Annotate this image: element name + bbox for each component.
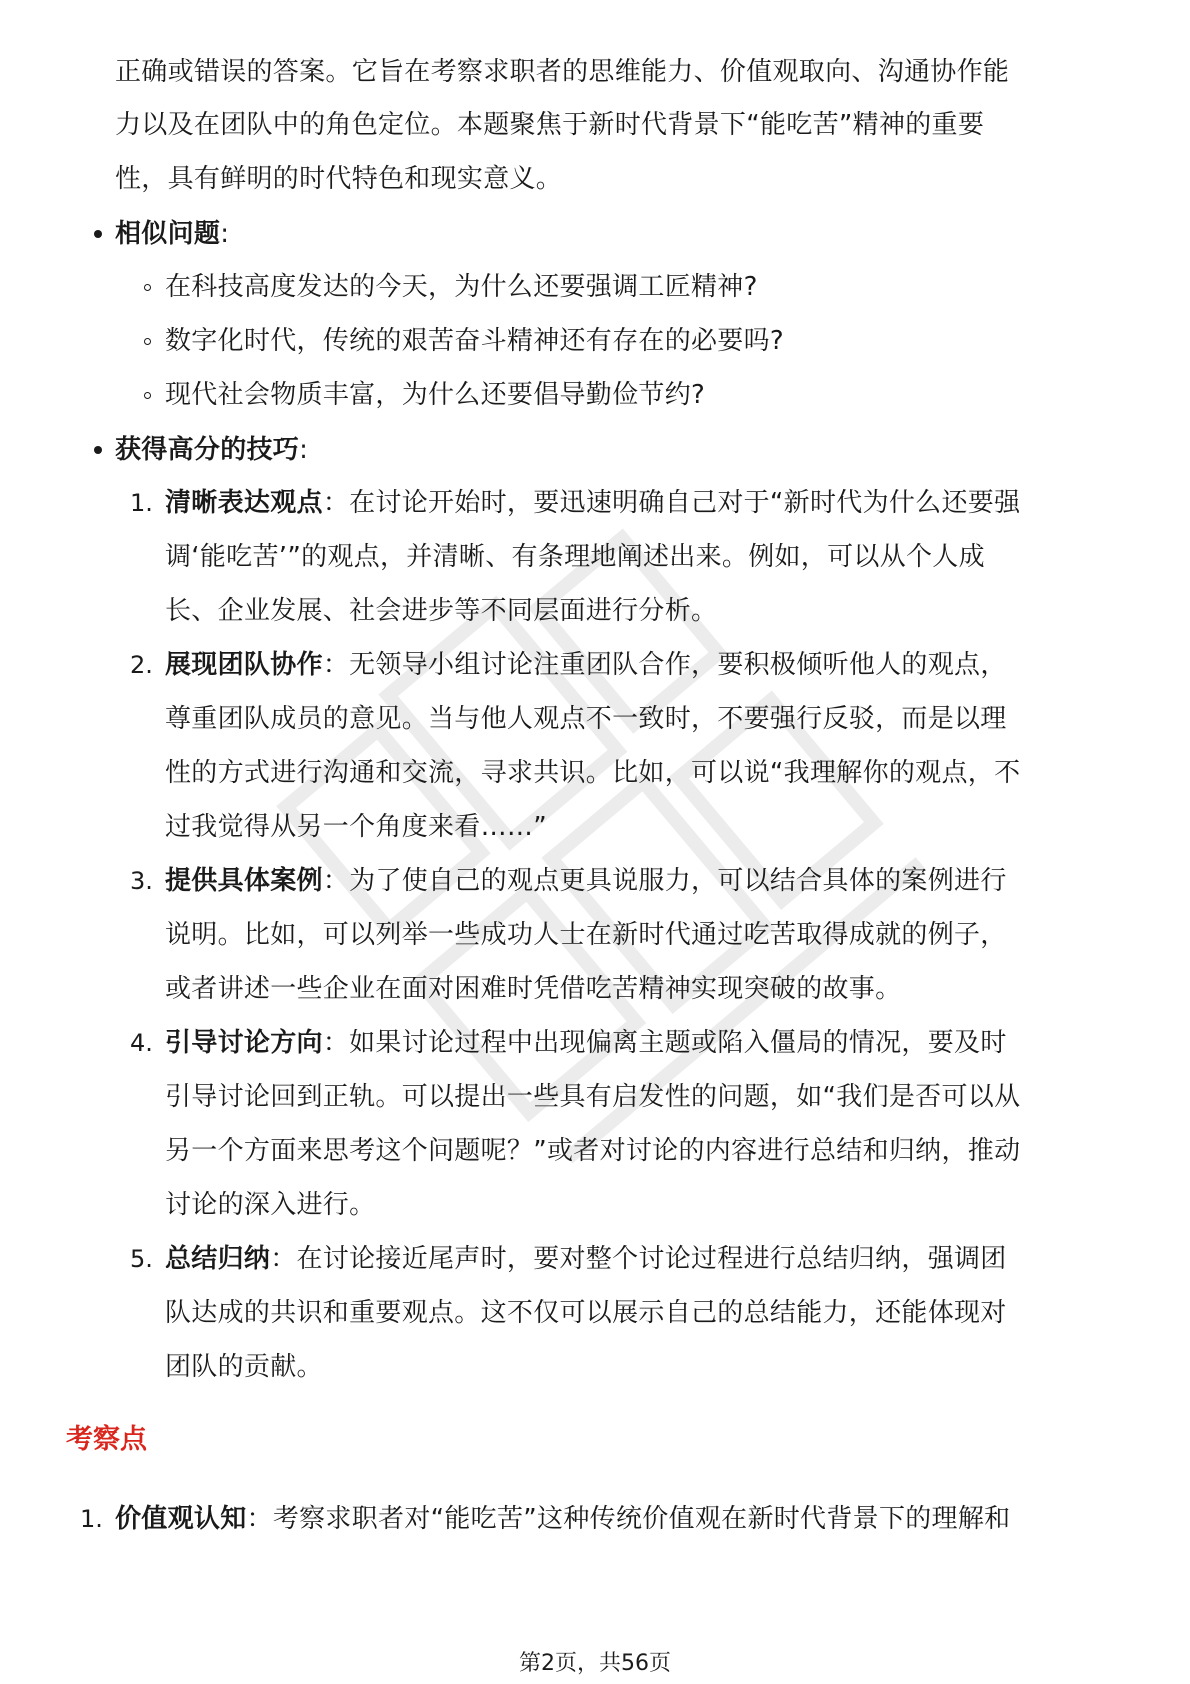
section-item-line bbox=[115, 1499, 1010, 1539]
similar-heading: 相似问题 bbox=[115, 219, 221, 249]
tip-title: 清晰表达观点 bbox=[165, 488, 323, 518]
tip-number: 1. bbox=[130, 489, 153, 517]
tips-heading-colon: : bbox=[299, 435, 309, 465]
tip-line: 性的方式进行沟通和交流，寻求共识。比如，可以说“我理解你的观点，不 bbox=[165, 758, 1021, 788]
tip-text: ：无领导小组讨论注重团队合作，要积极倾听他人的观点， bbox=[322, 650, 1007, 680]
page-footer: 第2页，共56页 bbox=[519, 1651, 671, 1676]
tip-title: 展现团队协作 bbox=[165, 650, 323, 680]
tip-number: 4. bbox=[130, 1029, 153, 1057]
tip-line: 尊重团队成员的意见。当与他人观点不一致时，不要强行反驳，而是以理 bbox=[165, 704, 1007, 734]
tip-line: 长、企业发展、社会进步等不同层面进行分析。 bbox=[165, 596, 718, 626]
similar-item: 数字化时代，传统的艰苦奋斗精神还有存在的必要吗? bbox=[165, 326, 785, 356]
tip-line: 调‘能吃苦’”的观点，并清晰、有条理地阐述出来。例如，可以从个人成 bbox=[165, 542, 985, 572]
bullet-dot bbox=[94, 230, 102, 238]
similar-heading-colon: : bbox=[220, 219, 230, 249]
tip-title: 引导讨论方向 bbox=[165, 1028, 323, 1058]
tip-text: ：在讨论接近尾声时，要对整个讨论过程进行总结归纳，强调团 bbox=[270, 1244, 1007, 1274]
tip-number: 5. bbox=[130, 1245, 153, 1273]
tip-line: 讨论的深入进行。 bbox=[165, 1190, 376, 1220]
intro-line: 力以及在团队中的角色定位。本题聚焦于新时代背景下“能吃苦”精神的重要 bbox=[115, 110, 985, 140]
circle-bullet bbox=[144, 284, 151, 291]
tip-line bbox=[165, 861, 1007, 901]
tip-line bbox=[165, 483, 1020, 523]
tip-line bbox=[165, 1023, 1007, 1063]
section-item-title: 价值观认知 bbox=[115, 1504, 247, 1534]
tip-text: ：在讨论开始时，要迅速明确自己对于“新时代为什么还要强 bbox=[322, 488, 1021, 518]
circle-bullet bbox=[144, 392, 151, 399]
section-title: 考察点 bbox=[66, 1424, 147, 1455]
tip-line: 引导讨论回到正轨。可以提出一些具有启发性的问题，如“我们是否可以从 bbox=[165, 1082, 1021, 1112]
tip-line: 另一个方面来思考这个问题呢？”或者对讨论的内容进行总结和归纳，推动 bbox=[165, 1136, 1021, 1166]
similar-item: 在科技高度发达的今天，为什么还要强调工匠精神? bbox=[165, 272, 758, 302]
tip-text: ：如果讨论过程中出现偏离主题或陷入僵局的情况，要及时 bbox=[322, 1028, 1007, 1058]
similar-heading-line bbox=[115, 214, 229, 254]
tip-title: 总结归纳 bbox=[165, 1244, 271, 1274]
section-item-text: ：考察求职者对“能吃苦”这种传统价值观在新时代背景下的理解和 bbox=[246, 1504, 1011, 1534]
tip-line bbox=[165, 1239, 1007, 1279]
tip-line: 团队的贡献。 bbox=[165, 1352, 323, 1382]
tips-heading: 获得高分的技巧 bbox=[115, 435, 300, 465]
tip-number: 2. bbox=[130, 651, 153, 679]
section-item-number: 1. bbox=[80, 1505, 103, 1533]
tip-number: 3. bbox=[130, 867, 153, 895]
tip-line bbox=[165, 645, 1007, 685]
tip-line: 过我觉得从另一个角度来看……” bbox=[165, 812, 547, 842]
tip-line: 或者讲述一些企业在面对困难时凭借吃苦精神实现突破的故事。 bbox=[165, 974, 902, 1004]
tips-heading-line bbox=[115, 430, 308, 470]
circle-bullet bbox=[144, 338, 151, 345]
similar-item: 现代社会物质丰富，为什么还要倡导勤俭节约? bbox=[165, 380, 706, 410]
bullet-dot bbox=[94, 446, 102, 454]
tip-line: 说明。比如，可以列举一些成功人士在新时代通过吃苦取得成就的例子， bbox=[165, 920, 1007, 950]
tip-text: ：为了使自己的观点更具说服力，可以结合具体的案例进行 bbox=[322, 866, 1007, 896]
tip-title: 提供具体案例 bbox=[165, 866, 323, 896]
intro-line: 性，具有鲜明的时代特色和现实意义。 bbox=[115, 164, 563, 194]
tip-line: 队达成的共识和重要观点。这不仅可以展示自己的总结能力，还能体现对 bbox=[165, 1298, 1007, 1328]
intro-line: 正确或错误的答案。它旨在考察求职者的思维能力、价值观取向、沟通协作能 bbox=[115, 57, 1010, 87]
